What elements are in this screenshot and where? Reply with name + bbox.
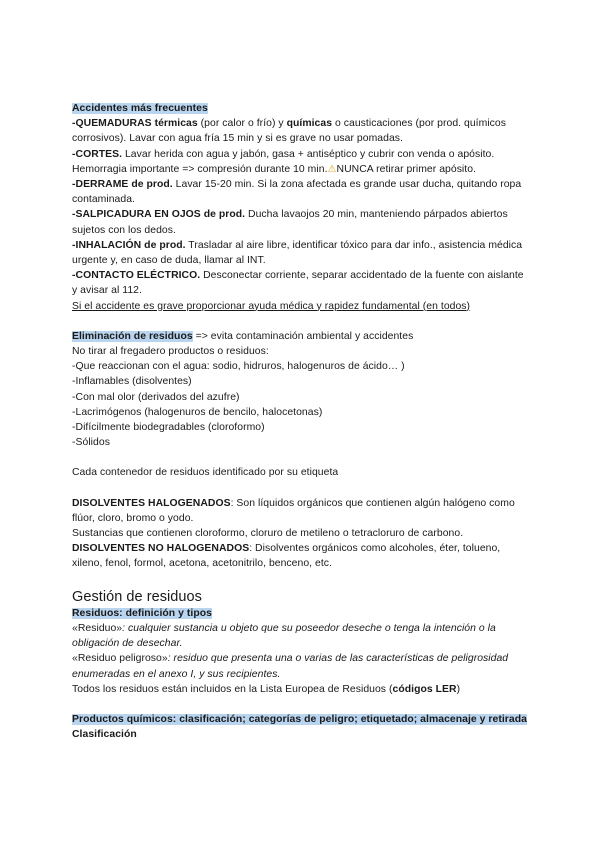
document-body <box>72 101 528 742</box>
paragraph-no-halogenados: DISOLVENTES NO HALOGENADOS: Disolventes orgánicos como alcoholes, éter, tolueno, xileno, fenol, formol, acetona, acetonitrilo, benceno, etc. <box>72 543 501 570</box>
list-item: -Difícilmente biodegradables (cloroformo) <box>72 422 265 434</box>
subtitle-residuos-definicion: Residuos: definición y tipos <box>72 607 212 619</box>
section-productos-title: Productos químicos: clasificación; categorías de peligro; etiquetado; almacenaje y retirada <box>72 713 527 725</box>
section-eliminacion-title: Eliminación de residuos => evita contaminación ambiental y accidentes <box>72 330 414 342</box>
paragraph-sustancias: Sustancias que contienen cloroformo, cloruro de metileno o tetracloruro de carbono. <box>72 528 464 540</box>
paragraph-contenedor: Cada contenedor de residuos identificado por su etiqueta <box>72 467 339 479</box>
paragraph-residuo-peligroso-def: «Residuo peligroso»: residuo que presenta una o varias de las características de peligrosidad enumeradas en el anexo I, y sus recipientes. <box>72 653 509 680</box>
paragraph-cortes: -CORTES. Lavar herida con agua y jabón, gasa + antiséptico y cubrir con venda o apósito. Hemorragia importante => compresión durante 10 min.⚠NUNCA retirar primer apósito. <box>72 147 528 177</box>
paragraph-nota-grave: Si el accidente es grave proporcionar ayuda médica y rapidez fundamental (en todos) <box>72 300 471 312</box>
list-item: -Con mal olor (derivados del azufre) <box>72 391 240 403</box>
paragraph-lista-europea: Todos los residuos están incluidos en la Lista Europea de Residuos (códigos LER) <box>72 683 461 695</box>
paragraph-salpicadura: -SALPICADURA EN OJOS de prod. Ducha lavaojos 20 min, manteniendo párpados abiertos sujetos con los dedos. <box>72 209 508 236</box>
list-item: -Que reaccionan con el agua: sodio, hidruros, halogenuros de ácido… ) <box>72 361 405 373</box>
paragraph-quemaduras: -QUEMADURAS térmicas (por calor o frío) y químicas o causticaciones (por prod. químicos corrosivos). Lavar con agua fría 15 min y si es grave no usar pomadas. <box>72 118 507 145</box>
section-accidentes-title: Accidentes más frecuentes <box>72 103 208 114</box>
list-item: -Sólidos <box>72 437 110 449</box>
paragraph-derrame: -DERRAME de prod. Lavar 15-20 min. Si la zona afectada es grande usar ducha, quitando ropa contaminada. <box>72 179 522 206</box>
list-item: -Inflamables (disolventes) <box>72 376 192 388</box>
paragraph-no-tirar: No tirar al fregadero productos o residuos: <box>72 346 269 358</box>
paragraph-inhalacion: -INHALACIÓN de prod. Trasladar al aire libre, identificar tóxico para dar info., asistencia médica urgente y, en caso de duda, llamar al INT. <box>72 239 523 267</box>
paragraph-residuo-def: «Residuo»: cualquier sustancia u objeto que su poseedor deseche o tenga la intención o la obligación de desechar. <box>72 622 496 650</box>
list-item: -Lacrimógenos (halogenuros de bencilo, halocetonas) <box>72 406 323 418</box>
paragraph-contacto: -CONTACTO ELÉCTRICO. Desconectar corriente, separar accidentado de la fuente con aislante y avisar al 112. <box>72 270 524 297</box>
paragraph-halogenados: DISOLVENTES HALOGENADOS: Son líquidos orgánicos que contienen algún halógeno como flúor, cloro, bromo o yodo. <box>72 497 515 524</box>
subheading-clasificacion: Clasificación <box>72 729 137 741</box>
heading-gestion-residuos: Gestión de residuos <box>72 588 202 605</box>
warning-icon: ⚠ <box>327 163 337 175</box>
